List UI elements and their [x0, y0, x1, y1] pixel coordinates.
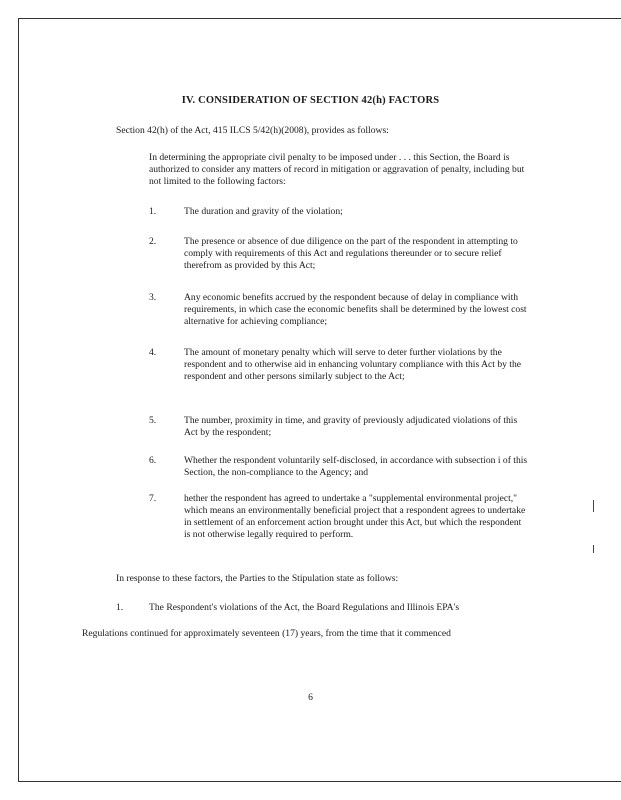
factor-number: 1. — [149, 206, 157, 217]
factor-number: 5. — [149, 415, 157, 426]
factor-number: 2. — [149, 236, 157, 247]
factor-text: Any economic benefits accrued by the respondent because of delay in compliance with requirements, in which case the economic benefits shall be determined by the lowest cost alternative for achieving compliance; — [184, 292, 527, 327]
factor-text: The number, proximity in time, and gravity of previously adjudicated violations of this Act by the respondent; — [184, 415, 518, 438]
response-paragraph: In response to these factors, the Parties to the Stipulation state as follows: — [116, 573, 399, 584]
numbered-paragraph — [116, 602, 459, 614]
factor-text: The amount of monetary penalty which will serve to deter further violations by the respondent and to otherwise aid in enhancing voluntary compliance with this Act by the respondent and other persons similarly subject to the Act; — [184, 347, 522, 382]
paragraph-text: The Respondent's violations of the Act, the Board Regulations and Illinois EPA's — [149, 602, 460, 613]
factor-number: 4. — [149, 347, 157, 358]
scan-edge-top — [18, 18, 621, 19]
factor-text: hether the respondent has agreed to undertake a "supplemental environmental project," which means an environmentally beneficial project that a respondent agrees to undertake in settlement of an enforcement action brought under this Act, but which the respondent is not otherwise legally required to perform. — [184, 493, 526, 540]
factor-text: The duration and gravity of the violation; — [184, 206, 343, 217]
factor-number: 6. — [149, 455, 157, 466]
factor-number: 3. — [149, 292, 157, 303]
page-number: 6 — [308, 692, 313, 703]
scan-mark — [593, 500, 594, 512]
quoted-statute: In determining the appropriate civil penalty to be imposed under . . . this Section, the Board is authorized to consider any matters of record in mitigation or aggravation of penalty, including but not limited to the following factors: — [149, 152, 525, 187]
factor-text: The presence or absence of due diligence on the part of the respondent in attempting to comply with requirements of this Act and regulations thereunder or to secure relief therefrom as provided by this Act; — [184, 236, 518, 271]
factor-text: Whether the respondent voluntarily self-disclosed, in accordance with subsection i of this Section, the non-compliance to the Agency; and — [184, 455, 528, 478]
scan-mark — [593, 545, 594, 553]
continuation-line: Regulations continued for approximately seventeen (17) years, from the time that it commenced — [82, 628, 451, 639]
section-heading: IV. CONSIDERATION OF SECTION 42(h) FACTORS — [181, 95, 440, 106]
paragraph-number: 1. — [116, 602, 124, 613]
intro-paragraph: Section 42(h) of the Act, 415 ILCS 5/42(h)(2008), provides as follows: — [116, 125, 389, 136]
scan-edge-left — [18, 18, 19, 782]
scan-edge-bottom — [18, 781, 621, 782]
factor-number: 7. — [149, 493, 157, 504]
